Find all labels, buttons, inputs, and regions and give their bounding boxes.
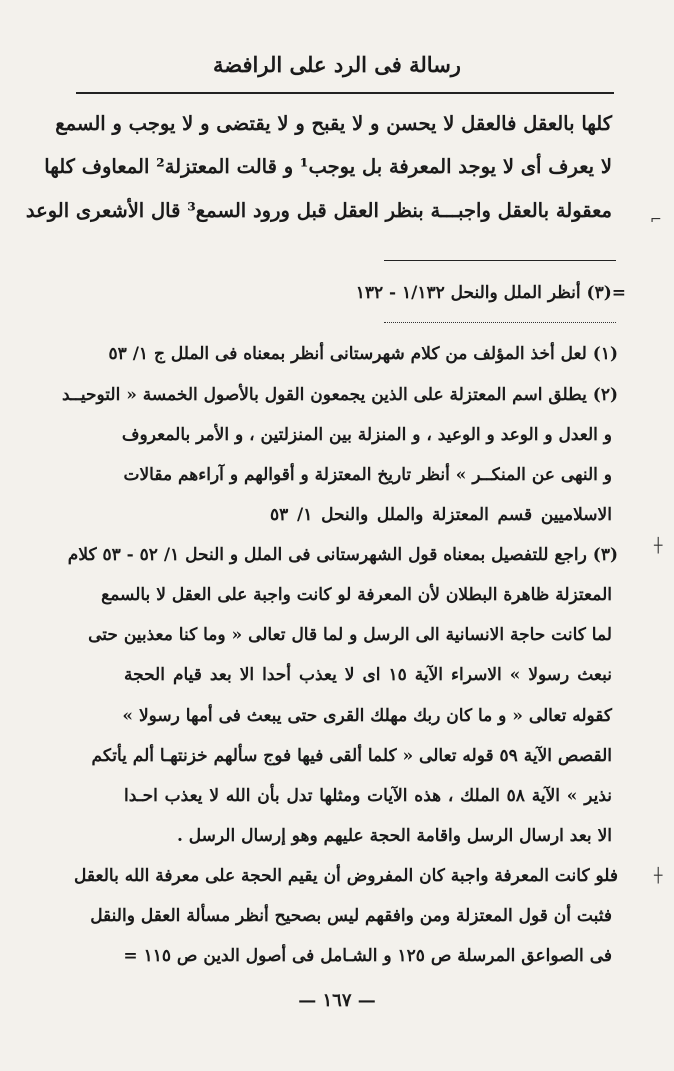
footnote-line: و العدل و الوعد و الوعيد ، و المنزلة بين المنزلتين ، و الأمر بالمعروف bbox=[121, 425, 612, 445]
margin-mark: ⌐ bbox=[650, 212, 662, 228]
header-rule bbox=[76, 92, 614, 94]
footnote-line: المعتزلة ظاهرة البطلان لأن المعرفة لو كانت واجبة على العقل لا بالسمع bbox=[101, 585, 612, 605]
footnote-divider bbox=[384, 318, 616, 323]
running-header: رسالة فى الرد على الرافضة bbox=[213, 52, 461, 77]
footnote-line: (١) لعل أخذ المؤلف من كلام شهرستانى أنظر بمعناه فى الملل ج ١/ ٥٣ bbox=[108, 344, 618, 364]
margin-mark: ┼ bbox=[654, 538, 663, 554]
footnote-line: (٣) راجع للتفصيل بمعناه قول الشهرستانى فى الملل و النحل ١/ ٥٢ - ٥٣ كلام bbox=[67, 545, 618, 565]
page-number: — ١٦٧ — bbox=[298, 990, 376, 1011]
body-line: لا يعرف أى لا يوجد المعرفة بل يوجب¹ و قالت المعتزلة² المعاوف كلها bbox=[44, 155, 612, 178]
footnote-line: كقوله تعالى « و ما كان ربك مهلك القرى حتى يبعث فى أمها رسولا » bbox=[122, 706, 612, 726]
footnote-line: الا بعد ارسال الرسل واقامة الحجة عليهم وهو إرسال الرسل . bbox=[176, 826, 612, 846]
margin-mark: ┼ bbox=[654, 868, 663, 884]
footnote-line: فثبت أن قول المعتزلة ومن وافقهم ليس بصحيح أنظر مسألة العقل والنقل bbox=[90, 906, 612, 926]
body-line: معقولة بالعقل واجبـــة بنظر العقل قبل ورود السمع³ قال الأشعرى الوعد bbox=[25, 199, 612, 222]
footnote-line: فلو كانت المعرفة واجبة كان المفروض أن يقيم الحجة على معرفة الله بالعقل bbox=[74, 866, 618, 886]
footnote-line: نذير » الآية ٥٨ الملك ، هذه الآيات ومثلها تدل بأن الله لا يعذب احـدا bbox=[124, 786, 612, 806]
footnote-line: القصص الآية ٥٩ قوله تعالى « كلما ألقى فيها فوج سألهم خزنتهـا ألم يأتكم bbox=[91, 746, 612, 766]
footnote-separator bbox=[384, 260, 616, 261]
footnote-line: فى الصواعق المرسلة ص ١٢٥ و الشـامل فى أصول الدين ص ١١٥ = bbox=[123, 946, 612, 966]
footnote-line: نبعث رسولا » الاسراء الآية ١٥ اى لا يعذب أحدا الا بعد قيام الحجة bbox=[124, 665, 612, 685]
carried-footnote: =(٣) أنظر الملل والنحل ١/١٣٢ - ١٣٢ bbox=[355, 283, 626, 303]
footnote-line: لما كانت حاجة الانسانية الى الرسل و لما قال تعالى « وما كنا معذبين حتى bbox=[88, 625, 612, 645]
body-line: كلها بالعقل فالعقل لا يحسن و لا يقبح و لا يقتضى و لا يوجب و السمع bbox=[55, 112, 612, 135]
footnote-line: الاسلاميين قسم المعتزلة والملل والنحل ١/ ٥٣ bbox=[270, 505, 612, 525]
footnote-line: (٢) يطلق اسم المعتزلة على الذين يجمعون القول بالأصول الخمسة « التوحيــد bbox=[61, 385, 618, 405]
footnote-line: و النهى عن المنكــر » أنظر تاريخ المعتزلة و أقوالهم و آراءهم مقالات bbox=[123, 465, 612, 485]
